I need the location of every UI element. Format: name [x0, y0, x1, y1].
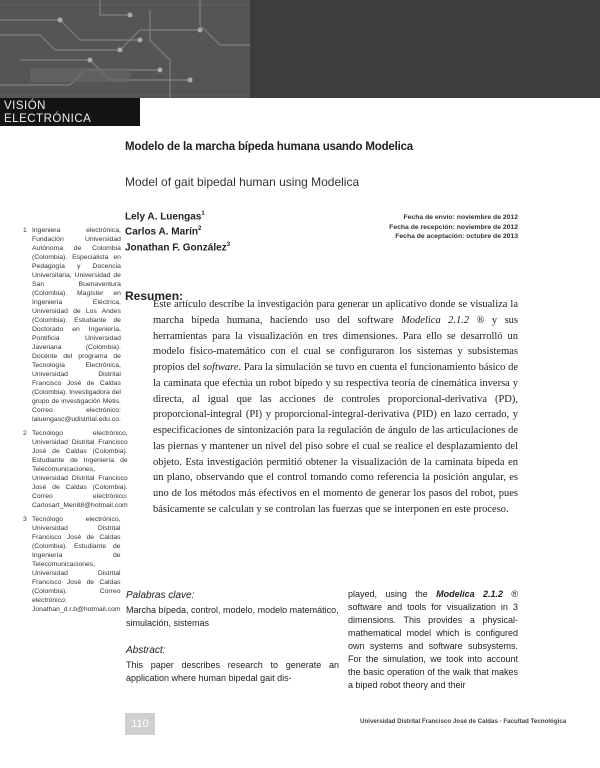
- resumen-heading: Resumen:: [125, 289, 184, 303]
- date-accepted: Fecha de aceptación: octubre de 2013: [395, 233, 518, 240]
- footnote: 1 Ingeniera electrónica, Fundación Universidad Autónoma de Colombia (Colombia). Especialista en Pedagogía y Docencia Universitaria, Universidad de San Buenaventura (Colombia). Magíster en Ingeniería Eléctrica, Universidad de Los Andes (Colombia). Estudiante de Doctorado en Ingeniería, Pontificia Universidad Javeriana (Colombia). Docente del programa de Tecnología Electrónica, Universidad Distrital Francisco José de Caldas (Colombia). Investigadora del grupo de investigación Metis. Correo electrónico: laluengasc@udistrital.edu.co.: [23, 227, 121, 423]
- circuit-board-graphic: [0, 0, 600, 98]
- article-subtitle: Model of gait bipedal human using Modelica: [125, 175, 360, 189]
- date-sent: Fecha de envío: noviembre de 2012: [403, 214, 518, 221]
- author: Carlos A. Marín$^2$: [125, 226, 202, 238]
- date-received: Fecha de recepción: noviembre de 2012: [389, 223, 518, 231]
- journal-label-line2: ELECTRÓNICA: [4, 113, 92, 125]
- footnote: 2 Tecnólogo electrónico, Universidad Distrital Francisco José de Caldas (Colombia). Estudiante de Ingeniería de Telecomunicaciones, Universidad Distrital Francisco José de Caldas (Colombia). Correo electrónico: Carlosart_Men88@hotmail.com: [23, 430, 128, 509]
- submission-dates: [380, 213, 518, 242]
- author-list: [125, 208, 325, 254]
- footnote: 3 Tecnólogo electrónico, Universidad Distrital Francisco José de Caldas (Colombia). Estudiante de Ingeniería de Telecomunicaciones, Universidad Distrital Francisco José de Caldas (Colombia). Correo electrónico: Jonathan_d.r.b@hotmail.com: [23, 516, 121, 613]
- resumen-paragraph: Este artículo describe la investigación para generar un aplicativo donde se visualiza la marcha bípeda humana, haciendo uso del software Modelica 2.1.2 ® y sus herramientas para la visualización en tres dimensiones. Para ello se desarrolló un modelo físico-matemático con el cual se configuraron los sistemas y subsistemas propios del software. Para la simulación se tuvo en cuenta el funcionamiento básico de la caminata que efectúa un robot bípedo y su respectiva teoría de cinemática inversa y directa, al igual que las acciones de controles proporcional-derivativa (PD), proporcional-integral (PI) y proporcional-integral-derivativa (PID) en lazo cerrado, y especificaciones de sintonización para la regulación de ángulo de las articulaciones de las piernas y mantener un nivel del piso sobre el cual se realice el desplazamiento del objeto. Esta investigación permitió obtener la visualización de la caminata bípeda en un plano, observando que el control tomando como referencia la posición angular, es uno de los métodos más efectivos en el momento de generar los pasos del robot, pues básicamente se calculan y se controlan las fuerzas que se interponen en este proceso.: [153, 299, 518, 515]
- journal-label-line1: VISIÓN: [4, 100, 46, 112]
- page-number: 110: [125, 713, 155, 735]
- abstract-text: This paper describes research to generate an application where human bipedal gait dis-: [126, 660, 339, 683]
- header-circuit-banner: [0, 0, 600, 98]
- author-footnotes: [23, 226, 128, 619]
- author: Jonathan F. González$^3$: [125, 241, 231, 253]
- abstract-continuation: played, using the Modelica 2.1.2 ® software and tools for visualization in 3 dimensions. This provides a physical- mathematical model which is configured own systems and software subsystems. For the simulation, we took into account the basic operation of the walk that makes a biped robot theory and their: [348, 589, 518, 690]
- journal-section-label: [0, 98, 140, 126]
- author: Lely A. Luengas$^1$: [125, 211, 205, 223]
- article-title: Modelo de la marcha bípeda humana usando Modelica: [125, 141, 413, 153]
- abstract-heading: Abstract:: [126, 645, 166, 656]
- keywords-heading: Palabras clave:: [126, 590, 195, 601]
- page-footer: Universidad Distrital Francisco José de Caldas - Facultad Tecnológica: [360, 718, 567, 725]
- keywords-text: Marcha bípeda, control, modelo, modelo matemático, simulación, sistemas: [126, 605, 339, 628]
